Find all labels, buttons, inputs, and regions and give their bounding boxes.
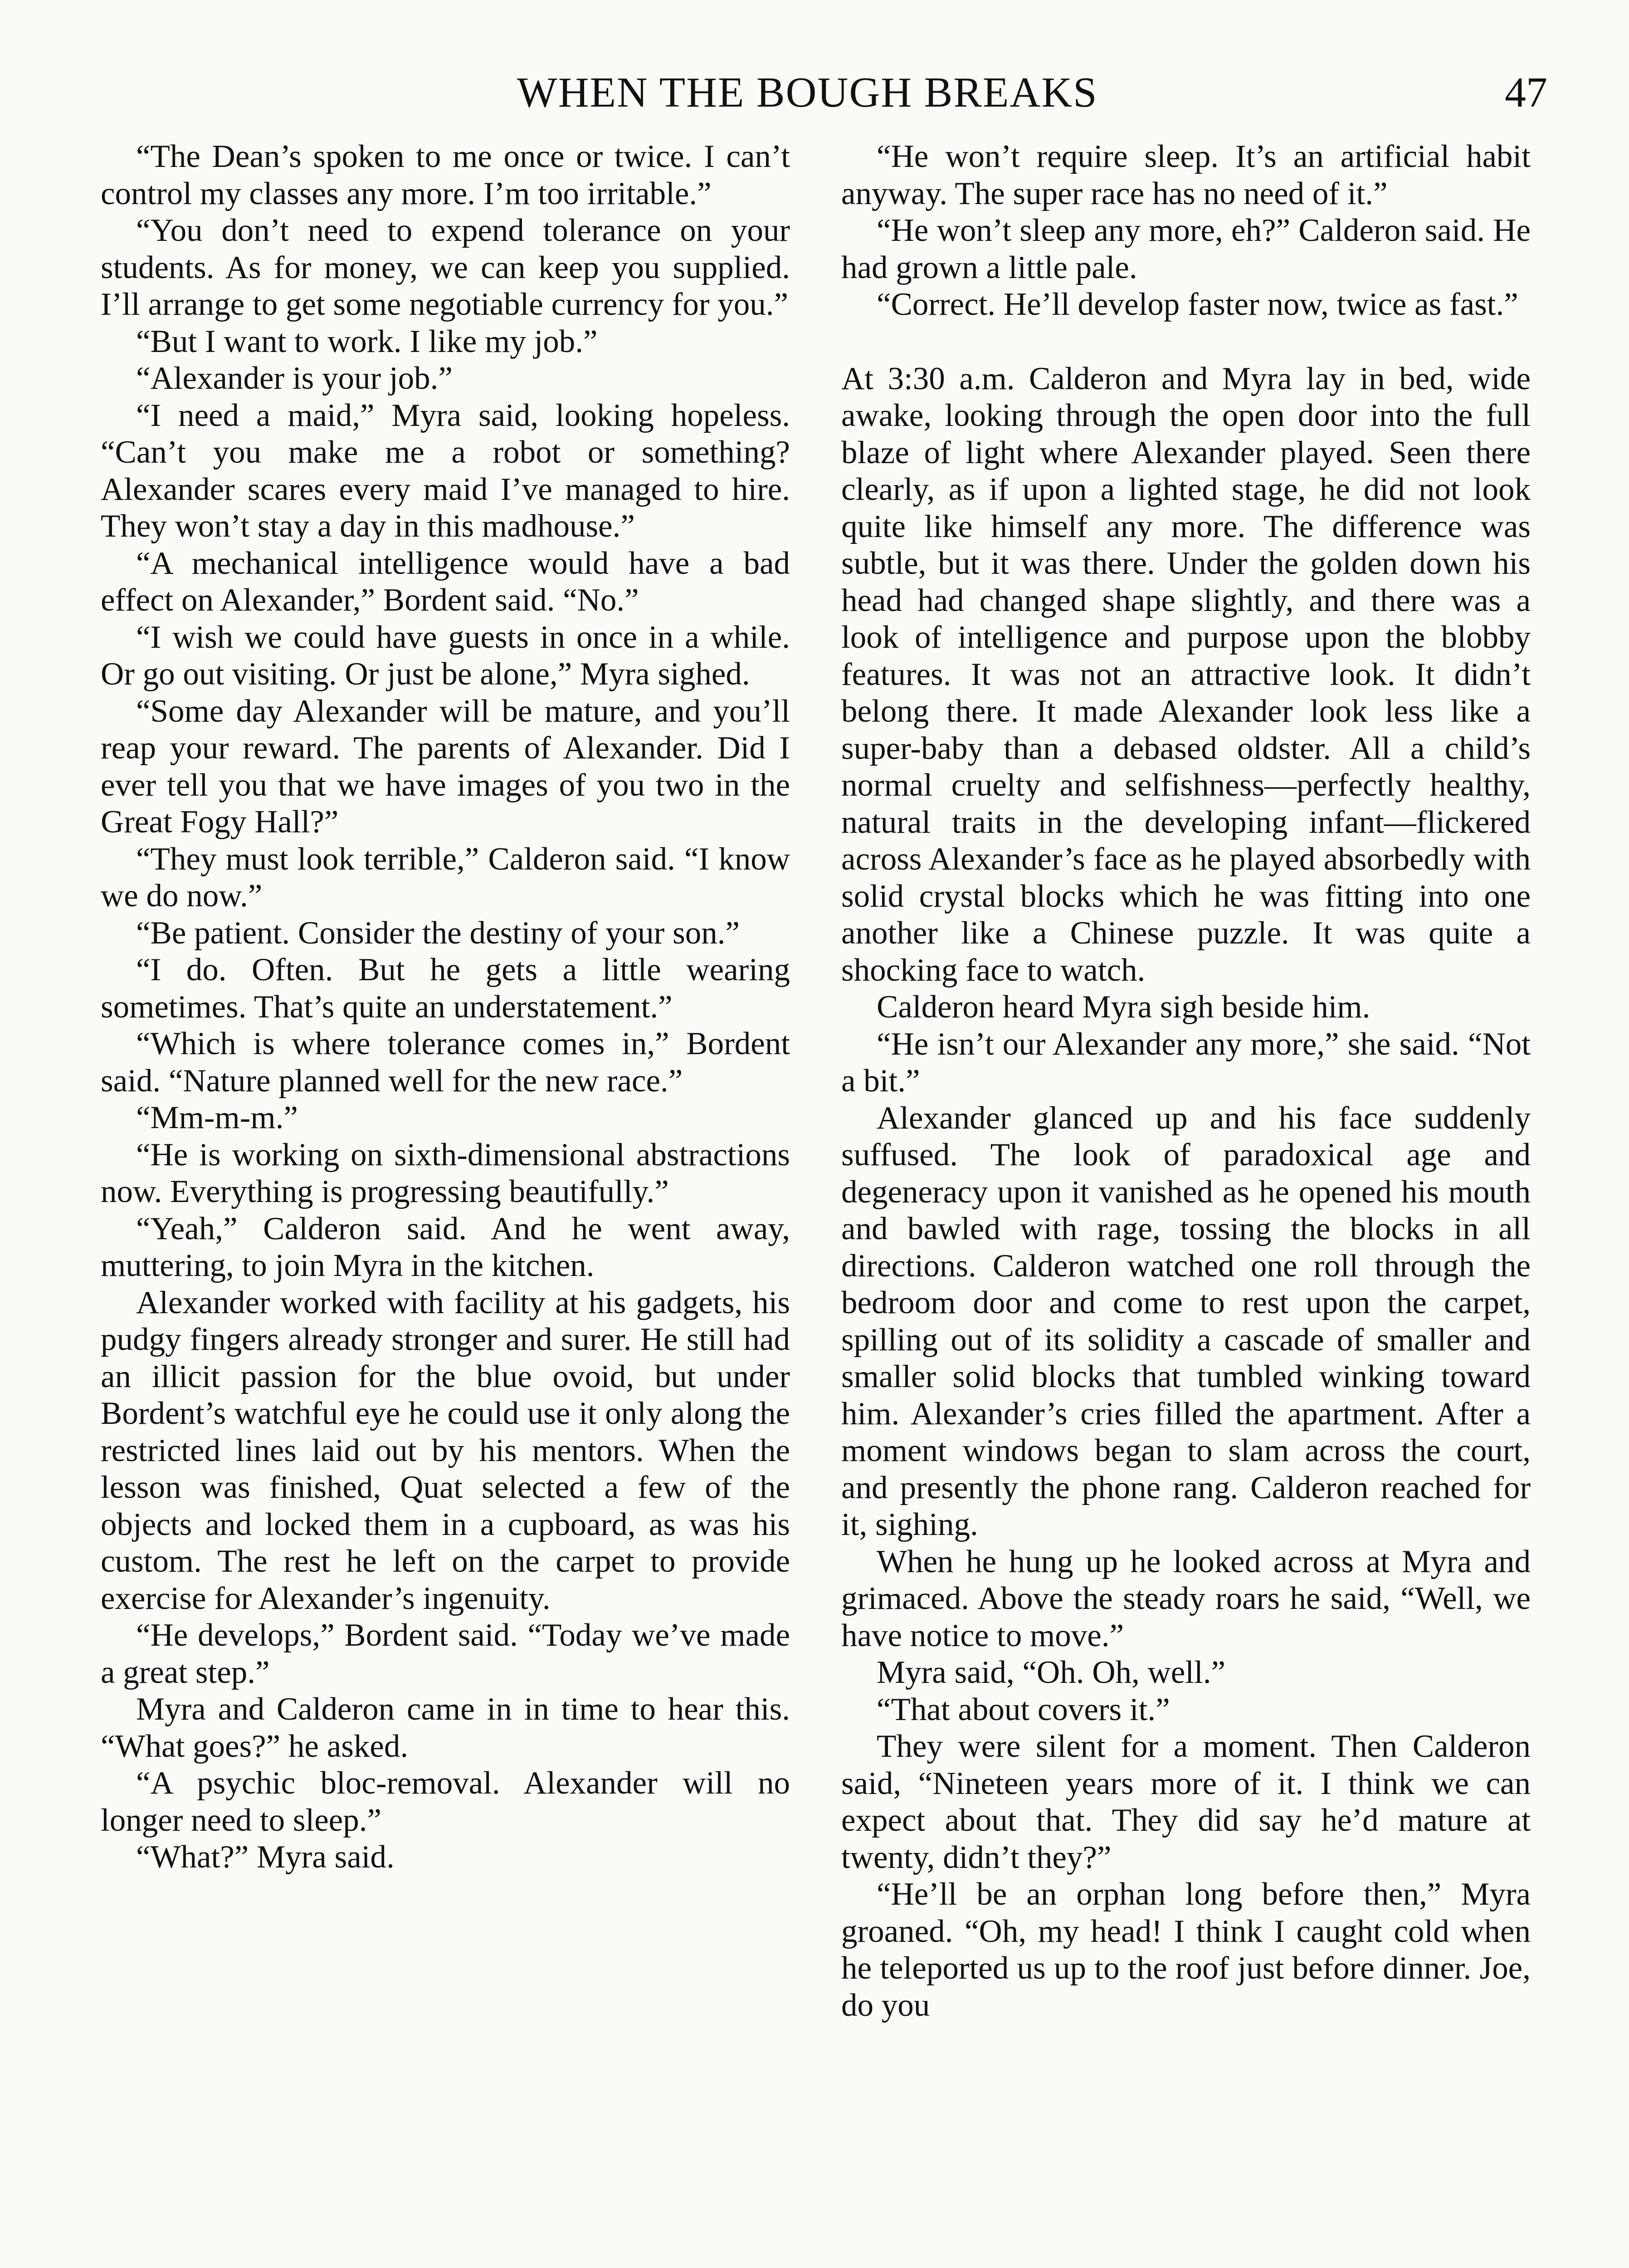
paragraph: “A psychic bloc-removal. Alexander will no longer need to sleep.” (101, 1765, 790, 1838)
right-column (841, 138, 1531, 2024)
paragraph: “Some day Alexander will be mature, and you’ll reap your reward. The parents of Alexander. Did I ever tell you that we have images of you two in the Great Fogy Hall?” (101, 693, 790, 840)
paragraph: “Yeah,” Calderon said. And he went away, muttering, to join Myra in the kitchen. (101, 1211, 790, 1283)
paragraph: “Which is where tolerance comes in,” Bordent said. “Nature planned well for the new race.” (101, 1026, 790, 1099)
paragraph: “I need a maid,” Myra said, looking hopeless. “Can’t you make me a robot or something? Alexander scares every maid I’ve managed to hire. They won’t stay a day in this madhouse.” (101, 397, 790, 544)
paragraph: “They must look terrible,” Calderon said. “I know we do now.” (101, 841, 790, 914)
paragraph: They were silent for a moment. Then Calderon said, “Nineteen years more of it. I think we can expect about that. They did say he’d mature at twenty, didn’t they?” (841, 1729, 1531, 1875)
running-header (100, 68, 1547, 132)
left-column (101, 138, 790, 1876)
paragraph: “He isn’t our Alexander any more,” she said. “Not a bit.” (841, 1026, 1531, 1099)
paragraph: “He’ll be an orphan long before then,” Myra groaned. “Oh, my head! I think I caught cold when he teleported us up to the roof just before dinner. Joe, do you (841, 1877, 1531, 2023)
page-number: 47 (1505, 69, 1547, 116)
paragraph: “That about covers it.” (877, 1691, 1170, 1727)
paragraph: Alexander glanced up and his face suddenly suffused. The look of paradoxical age and degeneracy upon it vanished as he opened his mouth and bawled with rage, tossing the blocks in all directions. Calderon watched one roll through the bedroom door and come to rest upon the carpet, spilling out of its solidity a cascade of smaller and smaller solid blocks that tumbled winking toward him. Alexander’s cries filled the apartment. After a moment windows began to slam across the court, and presently the phone rang. Calderon reached for it, sighing. (841, 1100, 1531, 1542)
paragraph: Calderon heard Myra sigh beside him. (877, 989, 1371, 1025)
paragraph: “A mechanical intelligence would have a bad effect on Alexander,” Bordent said. “No.” (101, 545, 790, 618)
paragraph: “He won’t sleep any more, eh?” Calderon said. He had grown a little pale. (841, 213, 1531, 285)
story-title: WHEN THE BOUGH BREAKS (517, 69, 1098, 116)
paragraph: “Mm-m-m.” (136, 1100, 298, 1135)
paragraph: “I do. Often. But he gets a little wearing sometimes. That’s quite an understatement.” (101, 952, 790, 1025)
paragraph: “You don’t need to expend tolerance on your students. As for money, we can keep you supplied. I’ll arrange to get some negotiable currency for you.” (101, 213, 790, 322)
paragraph: Myra and Calderon came in in time to hear this. “What goes?” he asked. (101, 1691, 790, 1764)
paragraph: “He is working on sixth-dimensional abstractions now. Everything is progressing beautifully.” (101, 1137, 790, 1209)
paragraph: “Be patient. Consider the destiny of your son.” (136, 915, 740, 951)
paragraph: Myra said, “Oh. Oh, well.” (877, 1655, 1225, 1690)
paragraph: “But I want to work. I like my job.” (136, 323, 598, 359)
paragraph: When he hung up he looked across at Myra and grimaced. Above the steady roars he said, “Well, we have notice to move.” (841, 1544, 1531, 1653)
paragraph: “Correct. He’ll develop faster now, twice as fast.” (877, 287, 1518, 322)
paragraph: “The Dean’s spoken to me once or twice. I can’t control my classes any more. I’m too irritable.” (101, 139, 790, 211)
paragraph: “What?” Myra said. (136, 1839, 395, 1875)
paragraph: “He won’t require sleep. It’s an artificial habit anyway. The super race has no need of it.” (841, 139, 1531, 211)
paragraph: “I wish we could have guests in once in a while. Or go out visiting. Or just be alone,” Myra sighed. (101, 619, 790, 692)
paragraph: At 3:30 a.m. Calderon and Myra lay in bed, wide awake, looking through the open door into the full blaze of light where Alexander played. Seen there clearly, as if upon a lighted stage, he did not look quite like himself any more. The difference was subtle, but it was there. Under the golden down his head had changed shape slightly, and there was a look of intelligence and purpose upon the blobby features. It was not an attractive look. It didn’t belong there. It made Alexander look less like a super-baby than a debased oldster. All a child’s normal cruelty and selfishness—perfectly healthy, natural traits in the developing infant—flickered across Alexander’s face as he played absorbedly with solid crystal blocks which he was fitting into one another like a Chinese puzzle. It was quite a shocking face to watch. (841, 361, 1531, 988)
paragraph: “Alexander is your job.” (136, 361, 453, 396)
paragraph: Alexander worked with facility at his gadgets, his pudgy fingers already stronger and surer. He still had an illicit passion for the blue ovoid, but under Bordent’s watchful eye he could use it only along the restricted lines laid out by his mentors. When the lesson was finished, Quat selected a few of the objects and locked them in a cupboard, as was his custom. The rest he left on the carpet to provide exercise for Alexander’s ingenuity. (101, 1285, 790, 1616)
paragraph: “He develops,” Bordent said. “Today we’ve made a great step.” (101, 1618, 790, 1690)
